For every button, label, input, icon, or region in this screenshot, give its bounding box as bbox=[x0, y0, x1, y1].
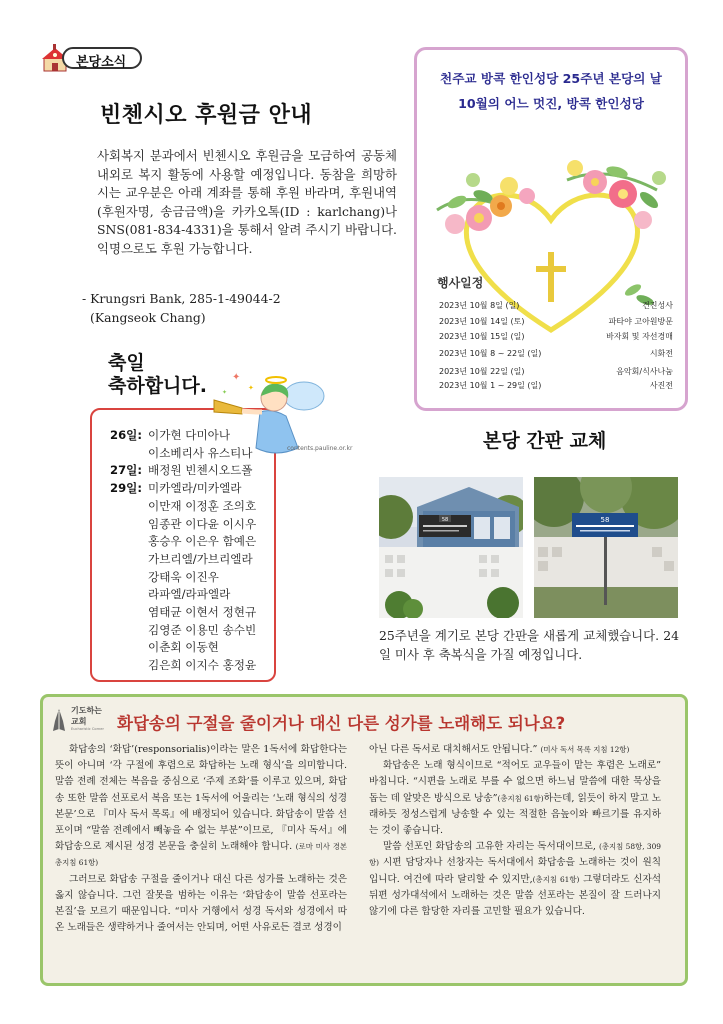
feast-names: 미카엘라/미카엘라 bbox=[148, 481, 242, 496]
prayer-text: 그렇더라도 신자석 뒤편 성가대석에서 노래하는 것은 말씀 선포라는 본질이 잘 드러나지 않기에 다른 합당한 자리를 고민할 필요가 있습니다. bbox=[369, 873, 661, 918]
schedule-title: 행사일정 bbox=[437, 276, 484, 290]
badge-line3: Eucharistic Corner bbox=[71, 727, 104, 731]
feast-entry bbox=[110, 517, 256, 532]
feast-names: 이가현 다미아나 bbox=[148, 428, 231, 442]
schedule-date: 2023년 10월 22일 (일) bbox=[439, 367, 525, 376]
svg-text:✦: ✦ bbox=[222, 389, 228, 396]
signboard-body: 25주년을 계기로 본당 간판을 새롭게 교체했습니다. 24일 미사 후 축복식을 가질 예정입니다. bbox=[379, 628, 679, 662]
prayer-text: 화답송은 노래 형식이므로 “적어도 교우들이 맡는 후렴은 노래로” 바칩니다. “시편을 노래로 부를 수 없으면 하느님 말씀에 대한 묵상을 돕는 데 알맞은 방식으로 낭송” bbox=[369, 760, 661, 804]
angel-illustration bbox=[212, 368, 330, 456]
sign-number-1: 58 bbox=[441, 517, 449, 523]
prayer-reference: (총지침 58항, 309항) bbox=[369, 842, 662, 868]
prayer-paragraph bbox=[369, 758, 661, 839]
feast-names: 이춘회 이동현 bbox=[148, 640, 219, 655]
feast-day: 26일: bbox=[110, 428, 142, 442]
vincent-bank bbox=[82, 290, 281, 327]
schedule-event: 시화전 bbox=[649, 349, 673, 358]
schedule-event: 견진성사 bbox=[642, 301, 673, 310]
badge-line1: 기도하는 bbox=[71, 706, 102, 715]
prayer-paragraph bbox=[369, 839, 661, 920]
feast-entry bbox=[110, 534, 256, 549]
church-sign-photo-1 bbox=[379, 477, 523, 618]
vincent-body bbox=[97, 147, 397, 259]
prayer-reference: (총지침 61항) bbox=[532, 874, 580, 884]
church-sign-photo-2 bbox=[534, 477, 678, 618]
schedule-event: 음악회/식사나눔 bbox=[616, 367, 673, 376]
prayer-text: 아닌 다른 독서로 대치해서도 안됩니다.” bbox=[369, 744, 538, 755]
svg-text:✦: ✦ bbox=[248, 384, 254, 392]
feast-names: 이소베리사 유스티나 bbox=[148, 445, 253, 460]
feast-names: 가브리엘/가브리엘라 bbox=[148, 551, 253, 566]
feast-day: 29일: bbox=[110, 481, 142, 496]
anniversary-card bbox=[414, 47, 688, 411]
feast-names: 배정원 빈첸시오드폴 bbox=[148, 463, 253, 478]
feast-names: 강태욱 이진우 bbox=[148, 569, 219, 584]
prayer-text: 시편 담당자나 선창자는 독서대에서 화답송을 노래하는 것이 원칙입니다. 여건에 따라 달리할 수 있지만, bbox=[369, 857, 661, 885]
vincent-title: 빈첸시오 후원금 안내 bbox=[100, 103, 313, 128]
feast-names: 홍승우 이은우 함예은 bbox=[148, 534, 257, 549]
feast-entry bbox=[110, 570, 219, 585]
feast-entry bbox=[110, 463, 252, 478]
feast-names: 김영준 이용민 송수빈 bbox=[148, 622, 257, 637]
cross-icon bbox=[548, 252, 554, 302]
section-tag bbox=[40, 44, 142, 72]
illustration-credit: contents.pauline.or.kr bbox=[287, 445, 353, 452]
feast-entry bbox=[110, 499, 256, 514]
feast-entry bbox=[110, 658, 256, 673]
prayer-column-left bbox=[55, 742, 347, 936]
prayer-text: 말씀 선포인 화답송의 고유한 자리는 독서대이므로, bbox=[383, 841, 596, 853]
feast-entry bbox=[110, 623, 256, 638]
prayer-box bbox=[40, 694, 688, 986]
feast-title-line1: 축일 bbox=[108, 352, 145, 374]
feast-day: 27일: bbox=[110, 463, 142, 478]
bank-holder: (Kangseok Chang) bbox=[90, 309, 206, 325]
vincent-body-text: 사회복지 분과에서 빈첸시오 후원금을 모금하여 공동체 내외로 복지 활동에 사용할 예정입니다. 동참을 희망하시는 교우분은 아래 계좌를 통해 후원 바라며, 후원내역(후원자명, 송금금액)을 카카오톡(ID : karlchang)나 SNS(081-834-4331)을 통해서 알려 주시기 바랍니다. 익명으로도 후원 가능합니다. bbox=[97, 148, 397, 256]
prayer-paragraph bbox=[55, 742, 347, 872]
feast-entry bbox=[110, 481, 242, 496]
anniversary-subtitle: 10월의 어느 멋진, 방콕 한인성당 bbox=[458, 96, 644, 111]
feast-entry bbox=[110, 640, 219, 655]
prayer-paragraph: 그러므로 화답송 구절을 줄이거나 대신 다른 성가를 노래하는 것은 옳지 않습니다. 그런 잘못을 범하는 이유는 ‘화답송이 말씀 선포라는 본질’을 모르기 때문입니다. “미사 거행에서 성경 독서와 성경에서 따온 노래들은 생략하거나 줄여서는 안되며, 어떤 사유로든 결코 성경이 bbox=[55, 873, 347, 934]
feast-entry bbox=[110, 552, 253, 567]
prayer-text: 하는데, 읽듯이 하지 말고 노래하듯 정성스럽게 낭송할 수 있는 적절한 음높이와 빠르기를 유지하는 것이 좋습니다. bbox=[369, 792, 661, 837]
feast-title bbox=[108, 352, 207, 398]
feast-entry bbox=[110, 587, 230, 602]
feast-entry bbox=[110, 605, 256, 620]
badge-line2: 교회 bbox=[71, 717, 87, 726]
schedule-date: 2023년 10월 8 ~ 22일 (일) bbox=[439, 349, 542, 358]
feast-names: 염태균 이현서 정현규 bbox=[148, 605, 257, 619]
schedule-date: 2023년 10월 1 ~ 29일 (일) bbox=[439, 381, 542, 390]
feast-title-line2: 축하합니다. bbox=[108, 375, 207, 397]
feast-names: 임종관 이다윤 이시우 bbox=[148, 516, 257, 531]
prayer-text: 화답송의 ‘화답’(responsorialis)이라는 말은 1독서에 화답한다는 뜻이 아니며 ‘각 구절에 후렴으로 화답하는 노래 형식’을 의미합니다. 말씀 전례 전체는 복음을 중심으로 ‘주제 조화’를 이루고 있으며, 화답송 또한 말씀 선포로서 복음 또는 1독서에 어울리는 ‘노래 형식의 성경 본문’으로 『미사 독서 목록』에 배정되어 있습니다. 화답송이 말씀 선포이며 “말씀 전례에서 빼놓을 수 없는 부분”이므로, 『미사 독서』에 화답송으로 제시된 성경 본문을 충실히 노래해야 합니다. bbox=[55, 744, 347, 853]
prayer-badge bbox=[49, 705, 107, 735]
feast-names: 이만재 이정훈 조의호 bbox=[148, 498, 257, 513]
prayer-reference: (로마 미사 경본 총지침 61항) bbox=[55, 842, 347, 868]
feast-names: 라파엘/라파엘라 bbox=[148, 587, 231, 602]
prayer-title: 화답송의 구절을 줄이거나 대신 다른 성가를 노래해도 되나요? bbox=[117, 714, 566, 733]
anniversary-title: 천주교 방콕 한인성당 25주년 본당의 날 bbox=[440, 71, 662, 86]
feast-names: 김은희 이지수 홍정윤 bbox=[148, 658, 257, 673]
schedule-date: 2023년 10월 14일 (토) bbox=[439, 317, 525, 326]
schedule-event: 바자회 및 자선경매 bbox=[606, 332, 673, 341]
schedule-event: 파타야 고아원방문 bbox=[608, 317, 673, 326]
praying-hands-icon bbox=[49, 707, 69, 733]
prayer-paragraph bbox=[369, 742, 661, 758]
prayer-reference: (총지침 61항) bbox=[497, 793, 544, 803]
signboard-title: 본당 간판 교체 bbox=[483, 430, 607, 452]
prayer-reference: (미사 독서 목록 지침 12항) bbox=[540, 745, 630, 754]
section-tag-pill bbox=[62, 47, 142, 69]
sign-number-2: 58 bbox=[600, 516, 610, 524]
schedule-date: 2023년 10월 15일 (일) bbox=[439, 332, 525, 341]
prayer-column-right bbox=[369, 742, 661, 920]
section-tag-label: 본당소식 bbox=[76, 55, 127, 70]
bank-account: - Krungsri Bank, 285-1-49044-2 bbox=[82, 291, 281, 306]
svg-text:✦: ✦ bbox=[232, 372, 241, 383]
schedule-date: 2023년 10월 8일 (일) bbox=[439, 301, 520, 310]
schedule-event: 사진전 bbox=[649, 381, 673, 390]
